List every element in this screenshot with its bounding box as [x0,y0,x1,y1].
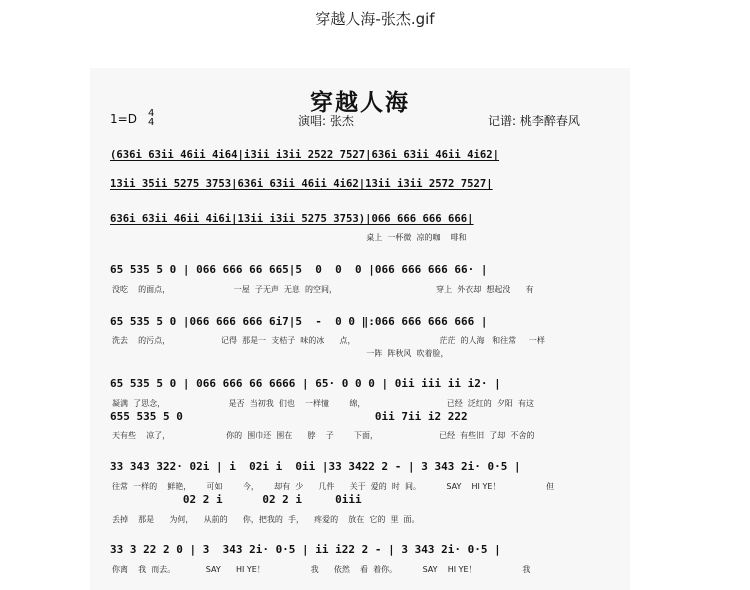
lyric-row-6: 天有些 凉了， 你的 围巾还 围在 脖 子 下面， 已经 有些旧 了却 不舍的 [112,431,535,440]
notation-row-1: (636i 63ii 46ii 4i64|i3ii i3ii 2522 7527|636i 63ii 46ii 4i62| [110,149,500,161]
sheet-music [90,68,630,590]
lyric-row-2: 没吃 的面点， 一屋 子无声 无息 的空间， 穿上 外衣却 想起没 有 [112,285,534,294]
notation-row-4: 65 535 5 0 | 066 666 66 665|5 0 0 0 |066 666 666 66· | [110,263,488,276]
lyric-row-3: 洗去 的污点， 记得 那是一 支桔子 味的冰 点， 茫茫 的人海 和往常 一样 [112,336,545,345]
lyric-row-1: 桌上 一杯微 凉的咖 啡和 [112,233,467,242]
lyric-row-5: 凝满 了思念， 是否 当初我 们也 一样憧 绵， 已经 泛红的 夕阳 有这 [112,399,534,408]
notation-row-6: 65 535 5 0 | 066 666 66 6666 | 65· 0 0 0 | 0ii iii ii i2· | [110,377,501,390]
notation-row-8: 33 343 322· 02i | i 02i i 0ii |33 3422 2 - | 3 343 2i· 0·5 | [110,460,521,473]
notation-row-2: 13ii 35ii 5275 3753|636i 63ii 46ii 4i62|13ii i3ii 2572 7527| [110,178,493,190]
lyric-row-8: 丢掉 那是 为何， 从前的 你，把我的 手， 疼爱的 放在 它的 里 面。 [112,515,420,524]
time-signature-top: 4 [148,108,155,119]
lyric-row-4: 一阵 阵秋风 吹着脸， [112,349,449,358]
transcriber-credit: 记谱: 桃李醉春风 [488,114,580,128]
notation-row-3: 636i 63ii 46ii 4i6i|13ii i3ii 5275 3753)|066 666 666 666| [110,213,474,225]
singer-credit: 演唱: 张杰 [298,114,354,128]
notation-row-5: 65 535 5 0 |066 666 666 6i7|5 - 0 0 ‖:066 666 666 666 | [110,315,488,328]
time-signature [148,109,154,127]
notation-row-7: 655 535 5 0 0ii 7ii i2 222 [110,410,468,423]
song-title: 穿越人海 [310,89,410,116]
notation-row-9: 02 2 i 02 2 i 0iii [110,493,362,506]
page-title: 穿越人海-张杰.gif [315,10,435,28]
lyric-row-9: 你离 我 而去。 SAY HI YE！ 我 依然 看 着你。 SAY HI YE！ 我 [112,565,531,574]
lyric-row-7: 往常 一样的 鲜艳， 可如 今， 却有 少 几件 关于 爱的 时 间。 SAY HI YE！ 但 [112,482,555,491]
key-signature: 1=D [110,112,137,126]
time-signature-bottom: 4 [148,117,155,128]
notation-row-10: 33 3 22 2 0 | 3 343 2i· 0·5 | ii i22 2 - | 3 343 2i· 0·5 | [110,543,501,556]
